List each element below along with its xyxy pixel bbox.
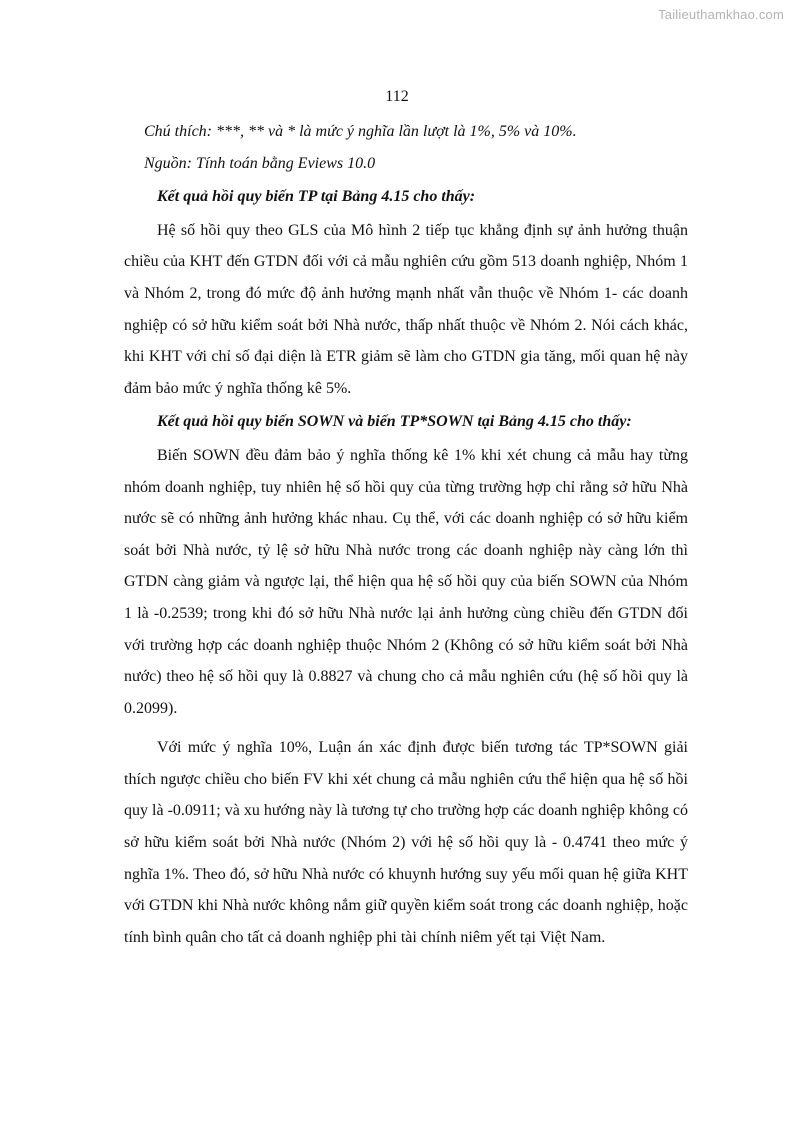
tp-results-heading: Kết quả hồi quy biến TP tại Bảng 4.15 cho thấy:	[157, 188, 476, 206]
page-number: 112	[385, 88, 409, 105]
tp-results-paragraph: Hệ số hồi quy theo GLS của Mô hình 2 tiếp tục khẳng định sự ảnh hưởng thuận chiều của KHT đến GTDN đối với cả mẫu nghiên cứu gồm 513 doanh nghiệp, Nhóm 1 và Nhóm 2, trong đó mức độ ảnh hưởng mạnh nhất vẫn thuộc về Nhóm 1- các doanh nghiệp có sở hữu kiểm soát bởi Nhà nước, thấp nhất thuộc về Nhóm 2. Nói cách khác, khi KHT với chỉ số đại diện là ETR giảm sẽ làm cho GTDN gia tăng, mối quan hệ này đảm bảo mức ý nghĩa thống kê 5%.	[124, 221, 688, 397]
source-note: Nguồn: Tính toán bằng Eviews 10.0	[144, 154, 376, 172]
interaction-results-paragraph: Với mức ý nghĩa 10%, Luận án xác định được biến tương tác TP*SOWN giải thích ngược chiều cho biến FV khi xét chung cả mẫu nghiên cứu thể hiện qua hệ số hồi quy là -0.0911; và xu hướng này là tương tự cho trường hợp các doanh nghiệp không có sở hữu kiểm soát bởi Nhà nước (Nhóm 2) với hệ số hồi quy là - 0.4741 theo mức ý nghĩa 1%. Theo đó, sở hữu Nhà nước có khuynh hướng suy yếu mối quan hệ giữa KHT với GTDN khi Nhà nước không nắm giữ quyền kiểm soát trong các doanh nghiệp, hoặc tính bình quân cho tất cả doanh nghiệp phi tài chính niêm yết tại Việt Nam.	[124, 739, 688, 946]
document-body	[124, 116, 688, 953]
sown-results-paragraph: Biến SOWN đều đảm bảo ý nghĩa thống kê 1% khi xét chung cả mẫu hay từng nhóm doanh nghiệp, tuy nhiên hệ số hồi quy của từng trường hợp chỉ rằng sở hữu Nhà nước sẽ có những ảnh hưởng khác nhau. Cụ thể, với các doanh nghiệp có sở hữu kiểm soát bởi Nhà nước, tỷ lệ sở hữu Nhà nước trong các doanh nghiệp này càng lớn thì GTDN càng giảm và ngược lại, thể hiện qua hệ số hồi quy của biến SOWN của Nhóm 1 là -0.2539; trong khi đó sở hữu Nhà nước lại ảnh hưởng cùng chiều đến GTDN đối với trường hợp các doanh nghiệp thuộc Nhóm 2 (Không có sở hữu kiểm soát bởi Nhà nước) theo hệ số hồi quy là 0.8827 và chung cho cả mẫu nghiên cứu (hệ số hồi quy là 0.2099).	[124, 446, 688, 717]
watermark: Tailieuthamkhao.com	[658, 7, 784, 22]
significance-note: Chú thích: ***, ** và * là mức ý nghĩa lần lượt là 1%, 5% và 10%.	[144, 123, 577, 140]
sown-results-heading: Kết quả hồi quy biến SOWN và biến TP*SOWN tại Bảng 4.15 cho thấy:	[157, 413, 632, 431]
